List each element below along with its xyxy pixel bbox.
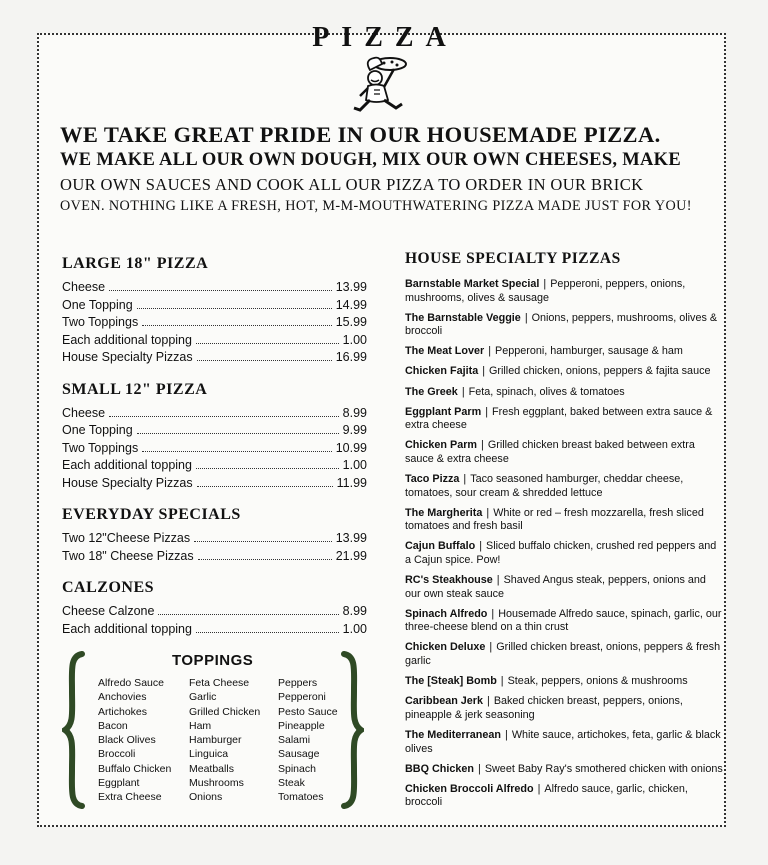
small-pizza-section <box>62 381 367 493</box>
item-price: 15.99 <box>335 315 367 329</box>
item-name: Two 18" Cheese Pizzas <box>62 548 194 563</box>
intro-line-3: OUR OWN SAUCES AND COOK ALL OUR PIZZA TO ORDER IN OUR BRICK <box>60 175 644 194</box>
item-price: 11.99 <box>336 475 367 490</box>
section-title: SMALL 12" PIZZA <box>62 380 208 398</box>
item-price: 8.99 <box>342 604 367 618</box>
separator: | <box>486 506 490 519</box>
topping-item: Pepperoni <box>278 691 326 704</box>
item-price: 16.99 <box>335 350 367 364</box>
toppings-column-2 <box>189 676 260 805</box>
specialty-desc: Grilled chicken, onions, peppers & fajita sauce <box>489 365 711 378</box>
item-name: House Specialty Pizzas <box>62 350 193 364</box>
leader-dots <box>198 559 332 560</box>
specialty-item <box>405 473 723 500</box>
leader-dots <box>137 433 339 434</box>
specialty-name: Chicken Broccoli Alfredo <box>405 782 534 795</box>
specialty-item <box>405 406 723 433</box>
item-name: Two Toppings <box>62 315 139 329</box>
toppings-title: TOPPINGS <box>172 652 254 669</box>
specialty-name: The [Steak] Bomb <box>405 675 497 688</box>
specialty-item <box>405 574 723 601</box>
section-title: HOUSE SPECIALTY PIZZAS <box>405 250 621 267</box>
menu-item <box>62 475 367 493</box>
specialty-desc: Shaved Angus steak, peppers, onions and our own steak sauce <box>405 574 706 600</box>
leader-dots <box>137 308 332 309</box>
menu-item <box>62 297 367 315</box>
specialty-desc: White sauce, artichokes, feta, garlic & black olives <box>405 728 721 755</box>
toppings-box <box>70 650 370 810</box>
topping-item: Bacon <box>98 719 128 732</box>
item-name: House Specialty Pizzas <box>62 475 193 490</box>
specialty-item <box>405 783 723 810</box>
separator: | <box>488 345 492 358</box>
section-title: CALZONES <box>62 579 155 596</box>
menu-item <box>62 422 367 440</box>
item-price: 13.99 <box>335 280 367 294</box>
item-name: Cheese <box>62 280 106 294</box>
topping-item: Steak <box>278 777 305 790</box>
specialty-name: Chicken Fajita <box>405 365 479 378</box>
separator: | <box>491 607 495 620</box>
specialty-desc: Grilled chicken breast baked between extra sauce & extra cheese <box>405 439 695 465</box>
specialty-name: RC's Steakhouse <box>405 574 493 587</box>
pizza-chef-icon <box>340 54 420 116</box>
separator: | <box>537 782 541 795</box>
leader-dots <box>142 451 332 452</box>
item-name: Each additional topping <box>62 458 192 472</box>
topping-item: Artichokes <box>98 705 148 718</box>
curly-brace-icon <box>340 650 364 810</box>
specialty-item <box>405 695 723 722</box>
leader-dots <box>109 416 339 417</box>
specialty-name: Chicken Deluxe <box>405 641 486 654</box>
topping-item: Black Olives <box>98 734 156 747</box>
curly-brace-icon <box>62 650 86 810</box>
specialty-name: The Greek <box>405 385 458 398</box>
topping-item: Eggplant <box>98 777 140 790</box>
specialty-desc: Taco seasoned hamburger, cheddar cheese, tomatoes, sour cream & shredded lettuce <box>405 473 684 499</box>
menu-item <box>62 457 367 475</box>
large-pizza-section <box>62 255 367 367</box>
separator: | <box>463 473 467 486</box>
topping-item: Onions <box>189 791 223 804</box>
menu-item <box>62 314 367 332</box>
specialty-item <box>405 278 723 305</box>
item-price: 10.99 <box>335 440 367 455</box>
menu-item <box>62 621 367 639</box>
topping-item: Extra Cheese <box>98 791 162 804</box>
specialty-name: Spinach Alfredo <box>405 607 488 620</box>
item-price: 14.99 <box>335 297 367 312</box>
specialty-desc: Steak, peppers, onions & mushrooms <box>507 675 688 688</box>
specialty-name: The Mediterranean <box>405 728 501 741</box>
specialty-name: Taco Pizza <box>405 473 460 486</box>
section-title: EVERYDAY SPECIALS <box>62 506 241 523</box>
topping-item: Feta Cheese <box>189 677 250 689</box>
specialty-desc: Baked chicken breast, peppers, onions, pineapple & jerk seasoning <box>405 695 683 721</box>
item-price: 21.99 <box>335 548 367 563</box>
specialty-name: Eggplant Parm <box>405 405 482 418</box>
specialty-name: Caribbean Jerk <box>405 695 484 708</box>
leader-dots <box>109 290 332 291</box>
menu-item <box>62 530 367 548</box>
specialty-item <box>405 507 723 534</box>
specialty-desc: Fresh eggplant, baked between extra sauce & extra cheese <box>405 405 713 432</box>
topping-item: Spinach <box>278 762 316 775</box>
topping-item: Tomatoes <box>278 791 324 804</box>
topping-item: Mushrooms <box>189 777 244 790</box>
item-price: 1.00 <box>342 458 367 472</box>
topping-item: Broccoli <box>98 748 136 761</box>
item-name: Each additional topping <box>62 332 192 347</box>
leader-dots <box>196 468 339 469</box>
calzones-section <box>62 579 367 638</box>
item-name: Two 12"Cheese Pizzas <box>62 531 191 545</box>
specialty-desc: Housemade Alfredo sauce, spinach, garlic, our three-cheese blend on a thin crust <box>405 607 722 634</box>
specialty-item <box>405 345 723 359</box>
specialty-list <box>405 278 723 810</box>
separator: | <box>485 405 489 418</box>
specialty-item <box>405 386 723 400</box>
topping-item: Anchovies <box>98 691 147 704</box>
item-name: Cheese <box>62 405 106 420</box>
menu-item <box>62 332 367 350</box>
specialty-item <box>405 641 723 668</box>
menu-item <box>62 603 367 621</box>
item-name: Cheese Calzone <box>62 604 155 618</box>
separator: | <box>482 365 486 378</box>
intro-line-2: WE MAKE ALL OUR OWN DOUGH, MIX OUR OWN CHEESES, MAKE <box>60 150 682 170</box>
item-price: 13.99 <box>335 531 367 545</box>
intro-line-4: OVEN. NOTHING LIKE A FRESH, HOT, M-M-MOUTHWATERING PIZZA MADE JUST FOR YOU! <box>60 198 692 214</box>
intro-line-1: WE TAKE GREAT PRIDE IN OUR HOUSEMADE PIZZA. <box>60 122 661 147</box>
topping-item: Alfredo Sauce <box>98 677 164 689</box>
topping-item: Hamburger <box>189 734 242 747</box>
topping-item: Garlic <box>189 691 217 704</box>
item-price: 9.99 <box>342 423 367 437</box>
leader-dots <box>142 325 332 326</box>
specialty-desc: Feta, spinach, olives & tomatoes <box>468 385 625 398</box>
specialty-desc: Pepperoni, hamburger, sausage & ham <box>495 345 683 358</box>
specialty-desc: Pepperoni, peppers, onions, mushrooms, olives & sausage <box>405 278 686 304</box>
intro-text <box>60 122 710 215</box>
separator: | <box>496 574 500 587</box>
item-name: Each additional topping <box>62 621 192 636</box>
menu-item <box>62 279 367 297</box>
specialty-name: BBQ Chicken <box>405 762 474 775</box>
price-column <box>62 255 367 652</box>
item-name: One Topping <box>62 297 133 312</box>
separator: | <box>487 695 490 708</box>
leader-dots <box>194 541 332 542</box>
specialty-desc: Alfredo sauce, garlic, chicken, broccoli <box>405 782 688 809</box>
item-name: One Topping <box>62 423 133 437</box>
topping-item: Meatballs <box>189 762 234 775</box>
item-price: 8.99 <box>342 405 367 420</box>
item-price: 1.00 <box>342 621 367 636</box>
topping-item: Linguica <box>189 748 229 761</box>
separator: | <box>543 278 547 290</box>
specialty-item <box>405 729 723 756</box>
specialty-desc: Sweet Baby Ray's smothered chicken with onions <box>484 762 723 775</box>
separator: | <box>505 728 508 741</box>
specialty-item <box>405 439 723 466</box>
specialty-desc: Sliced buffalo chicken, crushed red peppers and a Cajun spice. Pow! <box>405 540 717 566</box>
everyday-specials-section <box>62 506 367 565</box>
specialty-item <box>405 675 723 689</box>
leader-dots <box>196 632 339 633</box>
menu-item <box>62 405 367 423</box>
separator: | <box>481 439 484 452</box>
topping-item: Pineapple <box>278 719 325 732</box>
separator: | <box>500 675 504 688</box>
menu-item <box>62 349 367 367</box>
topping-item: Sausage <box>278 748 320 761</box>
item-price: 1.00 <box>342 332 367 347</box>
specialty-name: Chicken Parm <box>405 439 478 452</box>
leader-dots <box>158 614 338 615</box>
specialty-name: The Margherita <box>405 506 483 519</box>
specialty-name: The Meat Lover <box>405 345 485 358</box>
separator: | <box>479 540 482 553</box>
toppings-column-1 <box>98 676 171 805</box>
topping-item: Ham <box>189 719 212 732</box>
specialty-item <box>405 312 723 339</box>
item-name: Two Toppings <box>62 440 139 455</box>
separator: | <box>478 762 481 775</box>
leader-dots <box>196 343 339 344</box>
menu-item <box>62 548 367 566</box>
topping-item: Peppers <box>278 677 318 689</box>
specialty-item <box>405 608 723 635</box>
specialty-desc: Onions, peppers, mushrooms, olives & broccoli <box>405 311 718 338</box>
specialty-item <box>405 540 723 567</box>
leader-dots <box>197 486 333 487</box>
topping-item: Pesto Sauce <box>278 705 338 718</box>
leader-dots <box>197 360 332 361</box>
specialty-column <box>405 250 723 816</box>
specialty-item <box>405 763 723 777</box>
separator: | <box>461 385 465 398</box>
topping-item: Salami <box>278 734 311 747</box>
menu-item <box>62 440 367 458</box>
separator: | <box>489 641 493 654</box>
toppings-column-3 <box>278 676 338 805</box>
specialty-name: Barnstable Market Special <box>405 278 540 290</box>
specialty-desc: Grilled chicken breast, onions, peppers & fresh garlic <box>405 641 721 668</box>
topping-item: Grilled Chicken <box>189 705 261 718</box>
specialty-desc: White or red – fresh mozzarella, fresh sliced tomatoes and fresh basil <box>405 506 704 533</box>
specialty-item <box>405 365 723 379</box>
separator: | <box>524 311 528 324</box>
section-title: LARGE 18" PIZZA <box>62 255 209 272</box>
logo-word: PIZZA <box>312 22 458 53</box>
specialty-name: The Barnstable Veggie <box>405 311 521 324</box>
pizza-logo <box>300 22 460 116</box>
specialty-name: Cajun Buffalo <box>405 540 476 553</box>
topping-item: Buffalo Chicken <box>98 762 172 775</box>
